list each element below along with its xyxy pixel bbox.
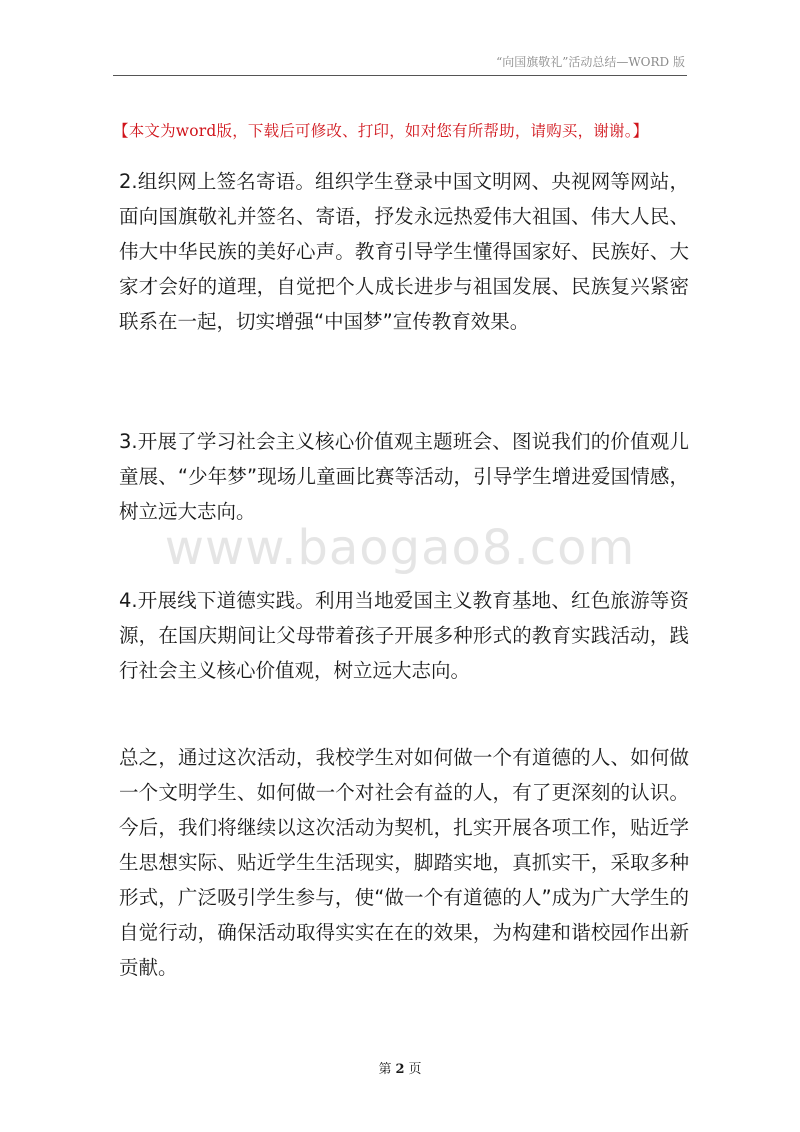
page-number: 2 bbox=[395, 1062, 405, 1077]
header-divider bbox=[113, 75, 687, 76]
paragraph-3: 3.开展了学习社会主义核心价值观主题班会、图说我们的价值观儿童展、“少年梦”现场儿童画比赛等活动，引导学生增进爱国情感，树立远大志向。 bbox=[119, 430, 689, 523]
paragraph-4: 4.开展线下道德实践。利用当地爱国主义教育基地、红色旅游等资源，在国庆期间让父母带着孩子开展多种形式的教育实践活动，践行社会主义核心价值观，树立远大志向。 bbox=[119, 589, 689, 682]
header-title: “向国旗敬礼”活动总结—WORD 版 bbox=[496, 55, 685, 69]
paragraph-2: 2.组织网上签名寄语。组织学生登录中国文明网、央视网等网站，面向国旗敬礼并签名、寄语，抒发永远热爱伟大祖国、伟大人民、伟大中华民族的美好心声。教育引导学生懂得国家好、民族好、大家才会好的道理，自觉把个人成长进步与祖国发展、民族复兴紧密联系在一起，切实增强“中国梦”宣传教育效果。 bbox=[119, 170, 689, 333]
paragraph-summary: 总之，通过这次活动，我校学生对如何做一个有道德的人、如何做一个文明学生、如何做一个对社会有益的人，有了更深刻的认识。今后，我们将继续以这次活动为契机，扎实开展各项工作，贴近学生思想实际、贴近学生生活现实，脚踏实地，真抓实干，采取多种形式，广泛吸引学生参与，使“做一个有道德的人”成为广大学生的自觉行动，确保活动取得实实在在的效果，为构建和谐校园作出新贡献。 bbox=[119, 746, 689, 979]
page-footer bbox=[0, 1058, 800, 1077]
purchase-notice: 【本文为word版，下载后可修改、打印，如对您有所帮助，请购买，谢谢。】 bbox=[113, 122, 649, 140]
watermark: www.baogao8.com bbox=[164, 520, 636, 576]
footer-suffix: 页 bbox=[408, 1062, 422, 1077]
footer-prefix: 第 bbox=[378, 1062, 392, 1077]
